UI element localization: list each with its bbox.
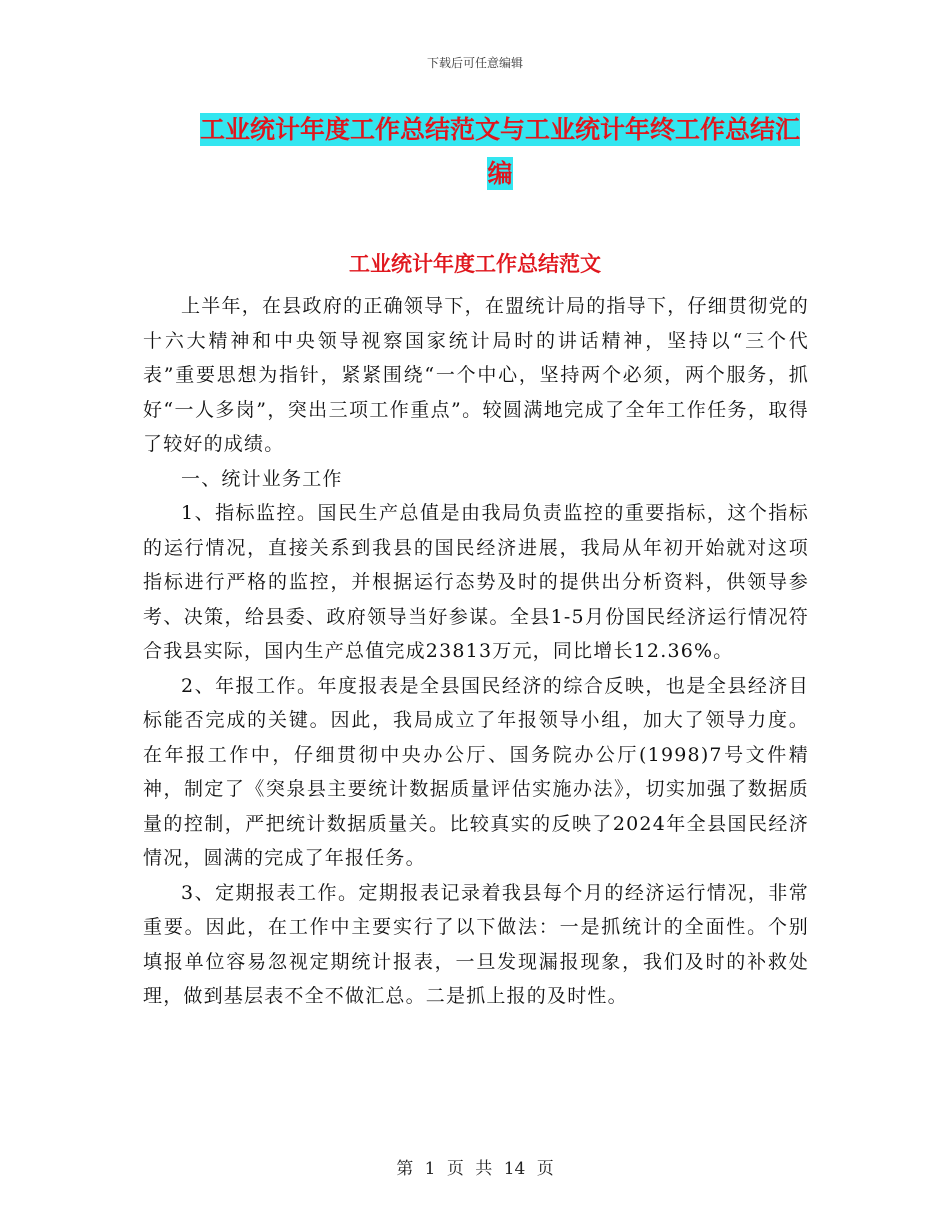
paragraph: 上半年，在县政府的正确领导下，在盟统计局的指导下，仔细贯彻党的十六大精神和中央领导视察国家统计局时的讲话精神，坚持以“三个代表”重要思想为指针，紧紧围绕“一个中心，坚持两个必须，两个服务，抓好“一人多岗”，突出三项工作重点”。较圆满地完成了全年工作任务，取得了较好的成绩。 [143,295,809,455]
document-title-text: 工业统计年度工作总结范文与工业统计年终工作总结汇编 [199,115,800,188]
page-indicator: 第 1 页 共 14 页 [396,1159,554,1179]
document-body [143,289,809,1014]
paragraph: 2、年报工作。年度报表是全县国民经济的综合反映，也是全县经济目标能否完成的关键。因此，我局成立了年报领导小组，加大了领导力度。在年报工作中，仔细贯彻中央办公厅、国务院办公厅(1998)7号文件精神，制定了《突泉县主要统计数据质量评估实施办法》，切实加强了数据质量的控制，严把统计数据质量关。比较真实的反映了2024年全县国民经济情况，圆满的完成了年报任务。 [143,674,809,869]
section-title: 工业统计年度工作总结范文 [349,252,601,276]
paragraph: 一、统计业务工作 [181,467,343,490]
document-title [190,108,810,196]
paragraph: 1、指标监控。国民生产总值是由我局负责监控的重要指标，这个指标的运行情况，直接关系到我县的国民经济进展，我局从年初开始就对这项指标进行严格的监控，并根据运行态势及时的提供出分析资料，供领导参考、决策，给县委、政府领导当好参谋。全县1-5月份国民经济运行情况符合我县实际，国内生产总值完成23813万元，同比增长12.36%。 [143,502,809,662]
paragraph: 3、定期报表工作。定期报表记录着我县每个月的经济运行情况，非常重要。因此，在工作中主要实行了以下做法：一是抓统计的全面性。个别填报单位容易忽视定期统计报表，一旦发现漏报现象，我们及时的补救处理，做到基层表不全不做汇总。二是抓上报的及时性。 [143,881,809,1007]
header-note: 下载后可任意编辑 [426,56,523,70]
